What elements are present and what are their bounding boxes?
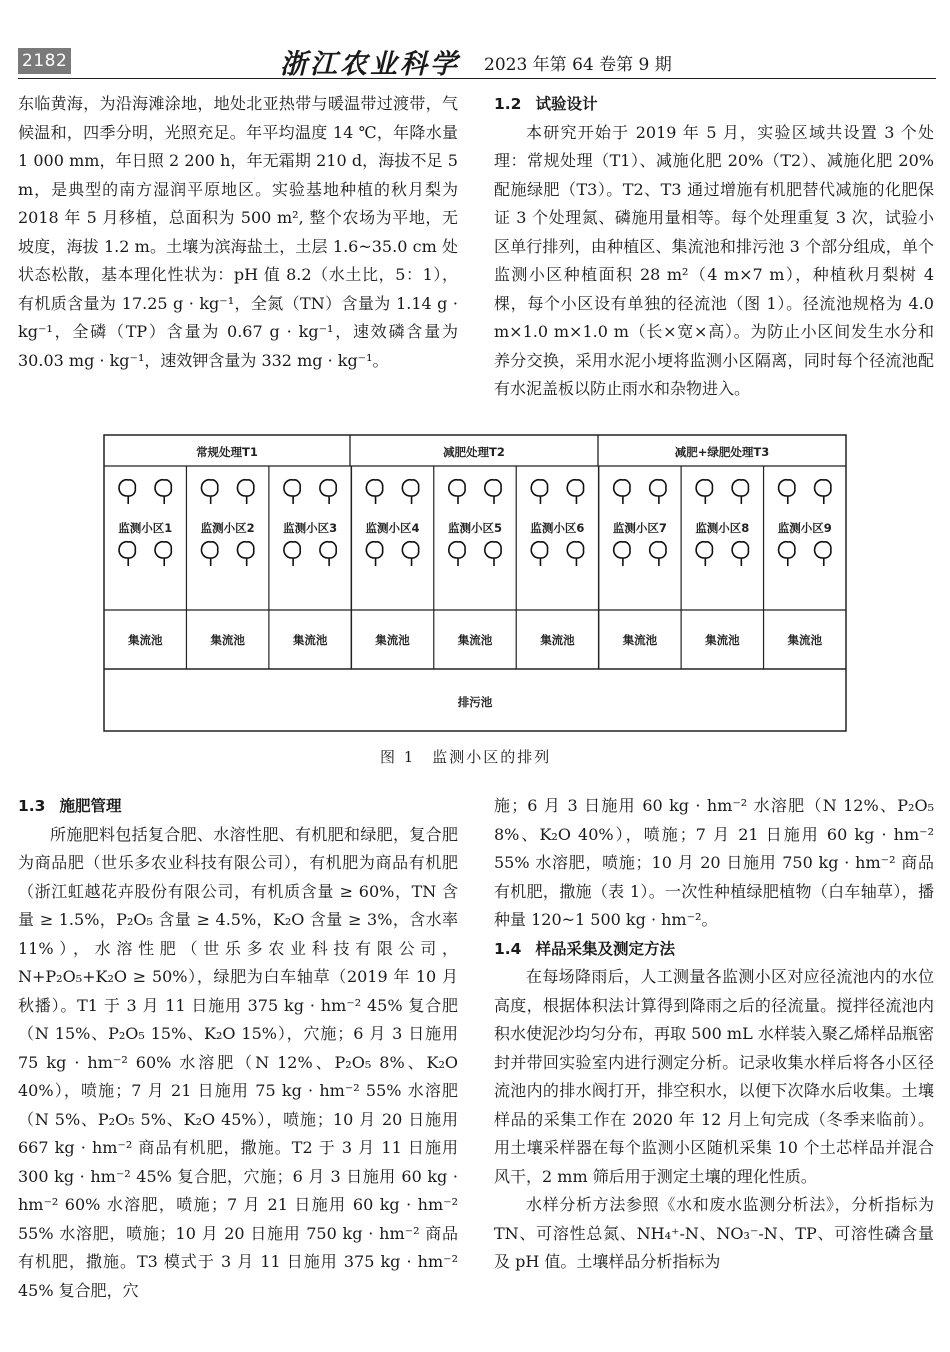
pear-tree-icon [155, 480, 171, 504]
plot-label: 监测小区4 [365, 521, 420, 535]
pear-tree-icon [402, 480, 418, 504]
treatment-label-t2: 减肥处理T2 [443, 445, 505, 459]
figure-1 [103, 434, 847, 732]
pear-tree-icon [155, 542, 171, 566]
pear-tree-icon [567, 542, 583, 566]
left-column-top [18, 90, 458, 375]
pear-tree-icon [531, 542, 547, 566]
plot-label: 监测小区9 [777, 521, 832, 535]
right-column-top [494, 90, 934, 404]
pear-tree-icon [201, 480, 217, 504]
pear-tree-icon [696, 480, 712, 504]
pear-tree-icon [237, 480, 253, 504]
monitoring-plot-3 [283, 480, 337, 647]
collection-pool-label: 集流池 [127, 633, 163, 647]
plot-layout-diagram [103, 434, 847, 732]
plot-label: 监测小区1 [118, 521, 173, 535]
section-1-3-heading [18, 792, 458, 821]
page-number: 2182 [18, 48, 71, 74]
monitoring-plot-7 [613, 480, 667, 647]
pear-tree-icon [732, 542, 748, 566]
section-1-2-heading [494, 90, 934, 119]
pear-tree-icon [119, 480, 135, 504]
pear-tree-icon [284, 480, 300, 504]
pear-tree-icon [449, 542, 465, 566]
monitoring-plot-2 [201, 480, 255, 647]
plot-label: 监测小区8 [695, 521, 750, 535]
right-column-bottom [494, 792, 934, 1277]
plot-label: 监测小区2 [200, 521, 255, 535]
monitoring-plot-5 [448, 480, 502, 647]
pear-tree-icon [485, 480, 501, 504]
monitoring-plot-4 [366, 480, 420, 647]
pear-tree-icon [485, 542, 501, 566]
analysis-paragraph: 水样分析方法参照《水和废水监测分析法》，分析指标为 TN、可溶性总氮、NH₄⁺-N、NO₃⁻-N、TP、可溶性磷含量及 pH 值。土壤样品分析指标为 [494, 1195, 934, 1271]
collection-pool-label: 集流池 [457, 633, 493, 647]
left-column-bottom [18, 792, 458, 1305]
journal-title: 浙江农业科学 [280, 49, 460, 80]
pear-tree-icon [366, 542, 382, 566]
pear-tree-icon [650, 480, 666, 504]
pear-tree-icon [320, 542, 336, 566]
section-number: 1.3 [18, 797, 46, 815]
issue-info: 2023 年第 64 卷第 9 期 [484, 55, 672, 75]
section-1-4-heading [494, 935, 934, 964]
section-title: 试验设计 [535, 95, 598, 113]
plot-label: 监测小区7 [612, 521, 667, 535]
fertilization-paragraph: 所施肥料包括复合肥、水溶性肥、有机肥和绿肥，复合肥为商品肥（世乐多农业科技有限公司），有机肥为商品有机肥（浙江虹越花卉股份有限公司，有机质含量 ≥ 60%，TN 含量 ≥ 1.5%，P₂O₅ 含量 ≥ 4.5%，K₂O 含量 ≥ 3%，含水率 11%），水溶性肥（世乐多农业科技有限公司，N+P₂O₅+K₂O ≥ 50%），绿肥为白车轴草（2019 年 10 月秋播）。T1 于 3 月 11 日施用 375 kg · hm⁻² 45% 复合肥（N 15%、P₂O₅ 15%、K₂O 15%），穴施；6 月 3 日施用 75 kg · hm⁻² 60% 水溶肥（N 12%、P₂O₅ 8%、K₂O 40%），喷施；7 月 21 日施用 75 kg · hm⁻² 55% 水溶肥（N 5%、P₂O₅ 5%、K₂O 45%），喷施；10 月 20 日施用 667 kg · hm⁻² 商品有机肥，撒施。T2 于 3 月 11 日施用 300 kg · hm⁻² 45% 复合肥，穴施；6 月 3 日施用 60 kg · hm⁻² 60% 水溶肥，喷施；7 月 21 日施用 60 kg · hm⁻² 55% 水溶肥，喷施；10 月 20 日施用 750 kg · hm⁻² 商品有机肥，撒施。T3 模式于 3 月 11 日施用 375 kg · hm⁻² 45% 复合肥，穴 [18, 824, 458, 1300]
pear-tree-icon [366, 480, 382, 504]
pear-tree-icon [119, 542, 135, 566]
pear-tree-icon [449, 480, 465, 504]
site-description-paragraph: 东临黄海，为沿海滩涂地，地处北亚热带与暖温带过渡带，气候温和，四季分明，光照充足。年平均温度 14 ℃，年降水量 1 000 mm，年日照 2 200 h，年无霜期 210 d，海拔不足 5 m，是典型的南方湿润平原地区。实验基地种植的秋月梨为 2018 年 5 月移植，总面积为 500 m², 整个农场为平地，无坡度，海拔 1.2 m。土壤为滨海盐土，土层 1.6~35.0 cm 处状态松散，基本理化性状为：pH 值 8.2（水土比，5：1），有机质含量为 17.25 g · kg⁻¹，全氮（TN）含量为 1.14 g · kg⁻¹，全磷（TP）含量为 0.67 g · kg⁻¹，速效磷含量为 30.03 mg · kg⁻¹，速效钾含量为 332 mg · kg⁻¹。 [18, 94, 458, 370]
section-title: 样品采集及测定方法 [535, 939, 675, 958]
experiment-design-paragraph: 本研究开始于 2019 年 5 月，实验区域共设置 3 个处理：常规处理（T1）、减施化肥 20%（T2）、减施化肥 20% 配施绿肥（T3）。T2、T3 通过增施有机肥替代减施的化肥保证 3 个处理氮、磷施用量相等。每个处理重复 3 次，试验小区单行排列，由种植区、集流池和排污池 3 个部分组成，单个监测小区种植面积 28 m²（4 m×7 m），种植秋月梨树 4 棵，每个小区设有单独的径流池（图 1）。径流池规格为 4.0 m×1.0 m×1.0 m（长×宽×高）。为防止小区间发生水分和养分交换，采用水泥小埂将监测小区隔离，同时每个径流池配有水泥盖板以防止雨水和杂物进入。 [494, 122, 934, 398]
section-number: 1.2 [494, 95, 522, 113]
pear-tree-icon [815, 542, 831, 566]
pear-tree-icon [732, 480, 748, 504]
monitoring-plot-8 [695, 480, 749, 647]
pear-tree-icon [237, 542, 253, 566]
treatment-label-t3: 减肥+绿肥处理T3 [674, 445, 770, 459]
section-number: 1.4 [494, 939, 522, 958]
pear-tree-icon [320, 480, 336, 504]
collection-pool-label: 集流池 [705, 633, 740, 647]
collection-pool-label: 集流池 [210, 633, 245, 647]
collection-pool-label: 集流池 [787, 633, 823, 647]
fertilization-paragraph-continued: 施；6 月 3 日施用 60 kg · hm⁻² 水溶肥（N 12%、P₂O₅ 8%、K₂O 40%），喷施；7 月 21 日施用 60 kg · hm⁻² 55% 水溶肥，喷施；10 月 20 日施用 750 kg · hm⁻² 商品有机肥，撒施（表 1）。一次性种植绿肥植物（白车轴草），播种量 120~1 500 kg · hm⁻²。 [494, 796, 934, 929]
pear-tree-icon [779, 542, 795, 566]
pear-tree-icon [614, 480, 630, 504]
pear-tree-icon [696, 542, 712, 566]
page-header [18, 42, 936, 78]
monitoring-plot-9 [778, 480, 832, 647]
sewage-pool-label: 排污池 [457, 695, 493, 709]
pear-tree-icon [201, 542, 217, 566]
plot-label: 监测小区5 [447, 521, 503, 535]
pear-tree-icon [815, 480, 831, 504]
pear-tree-icon [567, 480, 583, 504]
monitoring-plot-1 [118, 480, 172, 647]
pear-tree-icon [614, 542, 630, 566]
collection-pool-label: 集流池 [292, 633, 328, 647]
plot-label: 监测小区6 [530, 521, 585, 535]
collection-pool-label: 集流池 [622, 633, 658, 647]
pear-tree-icon [650, 542, 666, 566]
monitoring-plot-6 [530, 480, 584, 647]
header-divider [18, 78, 936, 79]
sampling-paragraph: 在每场降雨后，人工测量各监测小区对应径流池内的水位高度，根据体积法计算得到降雨之后的径流量。搅拌径流池内积水使泥沙均匀分布，再取 500 mL 水样装入聚乙烯样品瓶密封并带回实验室内进行测定分析。记录收集水样后将各小区径流池内的排水阀打开，排空积水，以便下次降水后收集。土壤样品的采集工作在 2020 年 12 月上旬完成（冬季来临前）。用土壤采样器在每个监测小区随机采集 10 个土芯样品并混合风干，2 mm 筛后用于测定土壤的理化性质。 [494, 967, 934, 1186]
pear-tree-icon [284, 542, 300, 566]
figure-caption: 图 1 监测小区的排列 [380, 748, 552, 766]
pear-tree-icon [779, 480, 795, 504]
treatment-label-t1: 常规处理T1 [196, 445, 258, 459]
section-title: 施肥管理 [59, 797, 122, 815]
collection-pool-label: 集流池 [540, 633, 575, 647]
plot-label: 监测小区3 [283, 521, 338, 535]
pear-tree-icon [531, 480, 547, 504]
collection-pool-label: 集流池 [375, 633, 410, 647]
pear-tree-icon [402, 542, 418, 566]
